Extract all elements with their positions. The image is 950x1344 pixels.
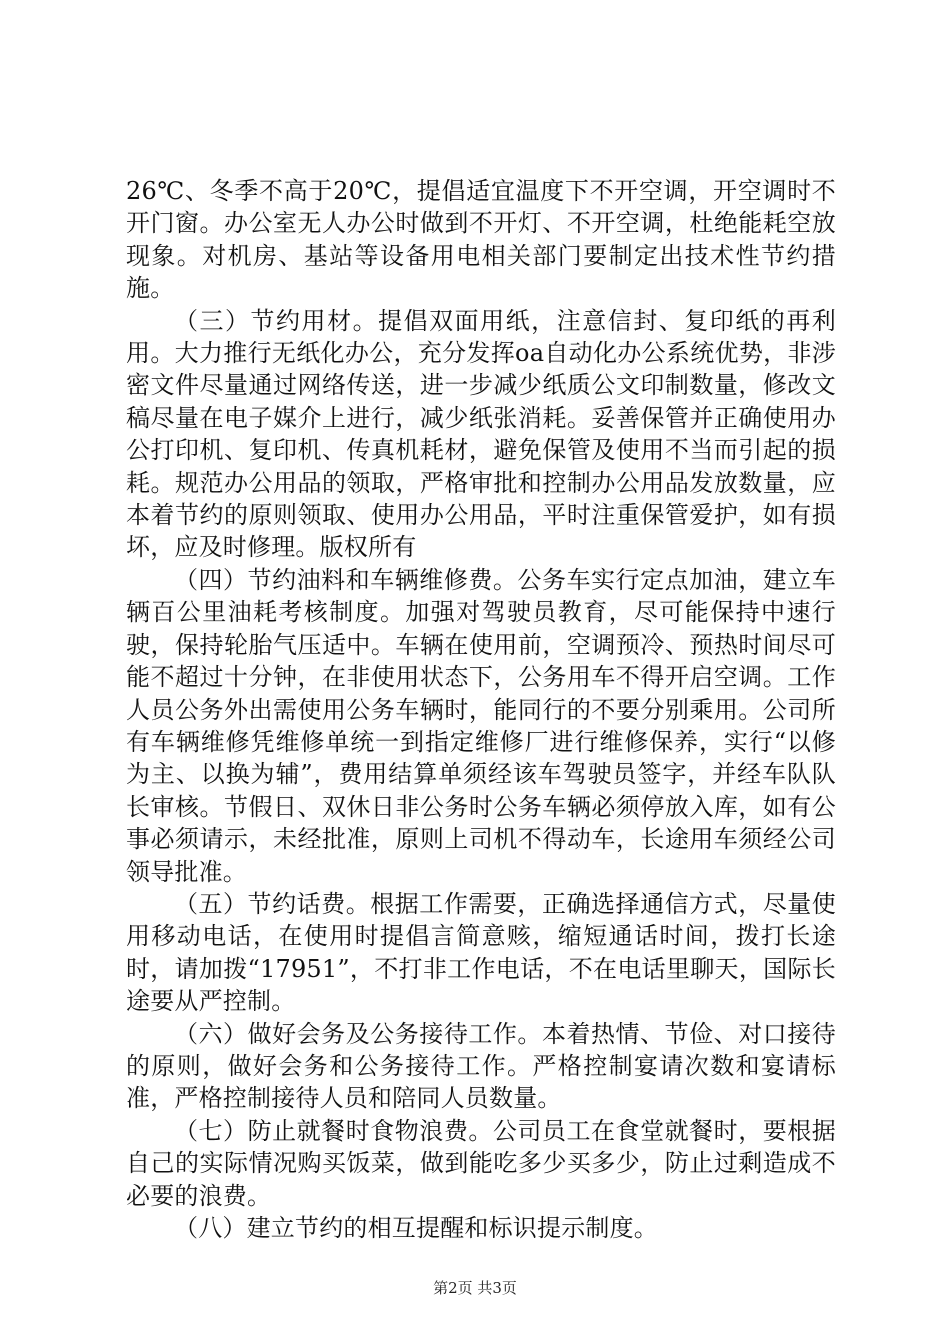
paragraph-reminder-system: （八）建立节约的相互提醒和标识提示制度。 (174, 1214, 658, 1242)
document-body (126, 175, 836, 1244)
paragraph-prevent-food-waste: （七）防止就餐时食物浪费。公司员工在食堂就餐时，要根据自己的实际情况购买饭菜，做到能吃多少买多少，防止过剩造成不必要的浪费。 (126, 1116, 836, 1210)
paragraph-save-fuel-vehicle: （四）节约油料和车辆维修费。公务车实行定点加油，建立车辆百公里油耗考核制度。加强对驾驶员教育，尽可能保持中速行驶，保持轮胎气压适中。车辆在使用前，空调预冷、预热时间尽可能不超过十分钟，在非使用状态下，公务用车不得开启空调。工作人员公务外出需使用公务车辆时，能同行的不要分别乘用。公司所有车辆维修凭维修单统一到指定维修厂进行维修保养，实行“以修为主、以换为辅”，费用结算单须经该车驾驶员签字，并经车队队长审核。节假日、双休日非公务时公务车辆必须停放入库，如有公事必须请示，未经批准，原则上司机不得动车，长途用车须经公司领导批准。 (126, 565, 836, 886)
paragraph-reception-work: （六）做好会务及公务接待工作。本着热情、节俭、对口接待的原则，做好会务和公务接待工作。严格控制宴请次数和宴请标准，严格控制接待人员和陪同人员数量。 (126, 1019, 836, 1113)
paragraph-continuation: 26℃、冬季不高于20℃，提倡适宜温度下不开空调，开空调时不开门窗。办公室无人办公时做到不开灯、不开空调，杜绝能耗空放现象。对机房、基站等设备用电相关部门要制定出技术性节约措施。 (126, 177, 836, 303)
paragraph-save-materials: （三）节约用材。提倡双面用纸，注意信封、复印纸的再利用。大力推行无纸化办公，充分发挥oa自动化办公系统优势，非涉密文件尽量通过网络传送，进一步减少纸质公文印制数量，修改文稿尽量在电子媒介上进行，减少纸张消耗。妥善保管并正确使用办公打印机、复印机、传真机耗材，避免保管及使用不当而引起的损耗。规范办公用品的领取，严格审批和控制办公用品发放数量，应本着节约的原则领取、使用办公用品，平时注重保管爱护，如有损坏，应及时修理。版权所有 (126, 306, 836, 562)
paragraph-save-phone-fees: （五）节约话费。根据工作需要，正确选择通信方式，尽量使用移动电话，在使用时提倡言简意赅，缩短通话时间，拨打长途时，请加拨“17951”，不打非工作电话，不在电话里聊天，国际长途要从严控制。 (126, 889, 836, 1016)
page-footer: 第2页 共3页 (433, 1279, 517, 1297)
